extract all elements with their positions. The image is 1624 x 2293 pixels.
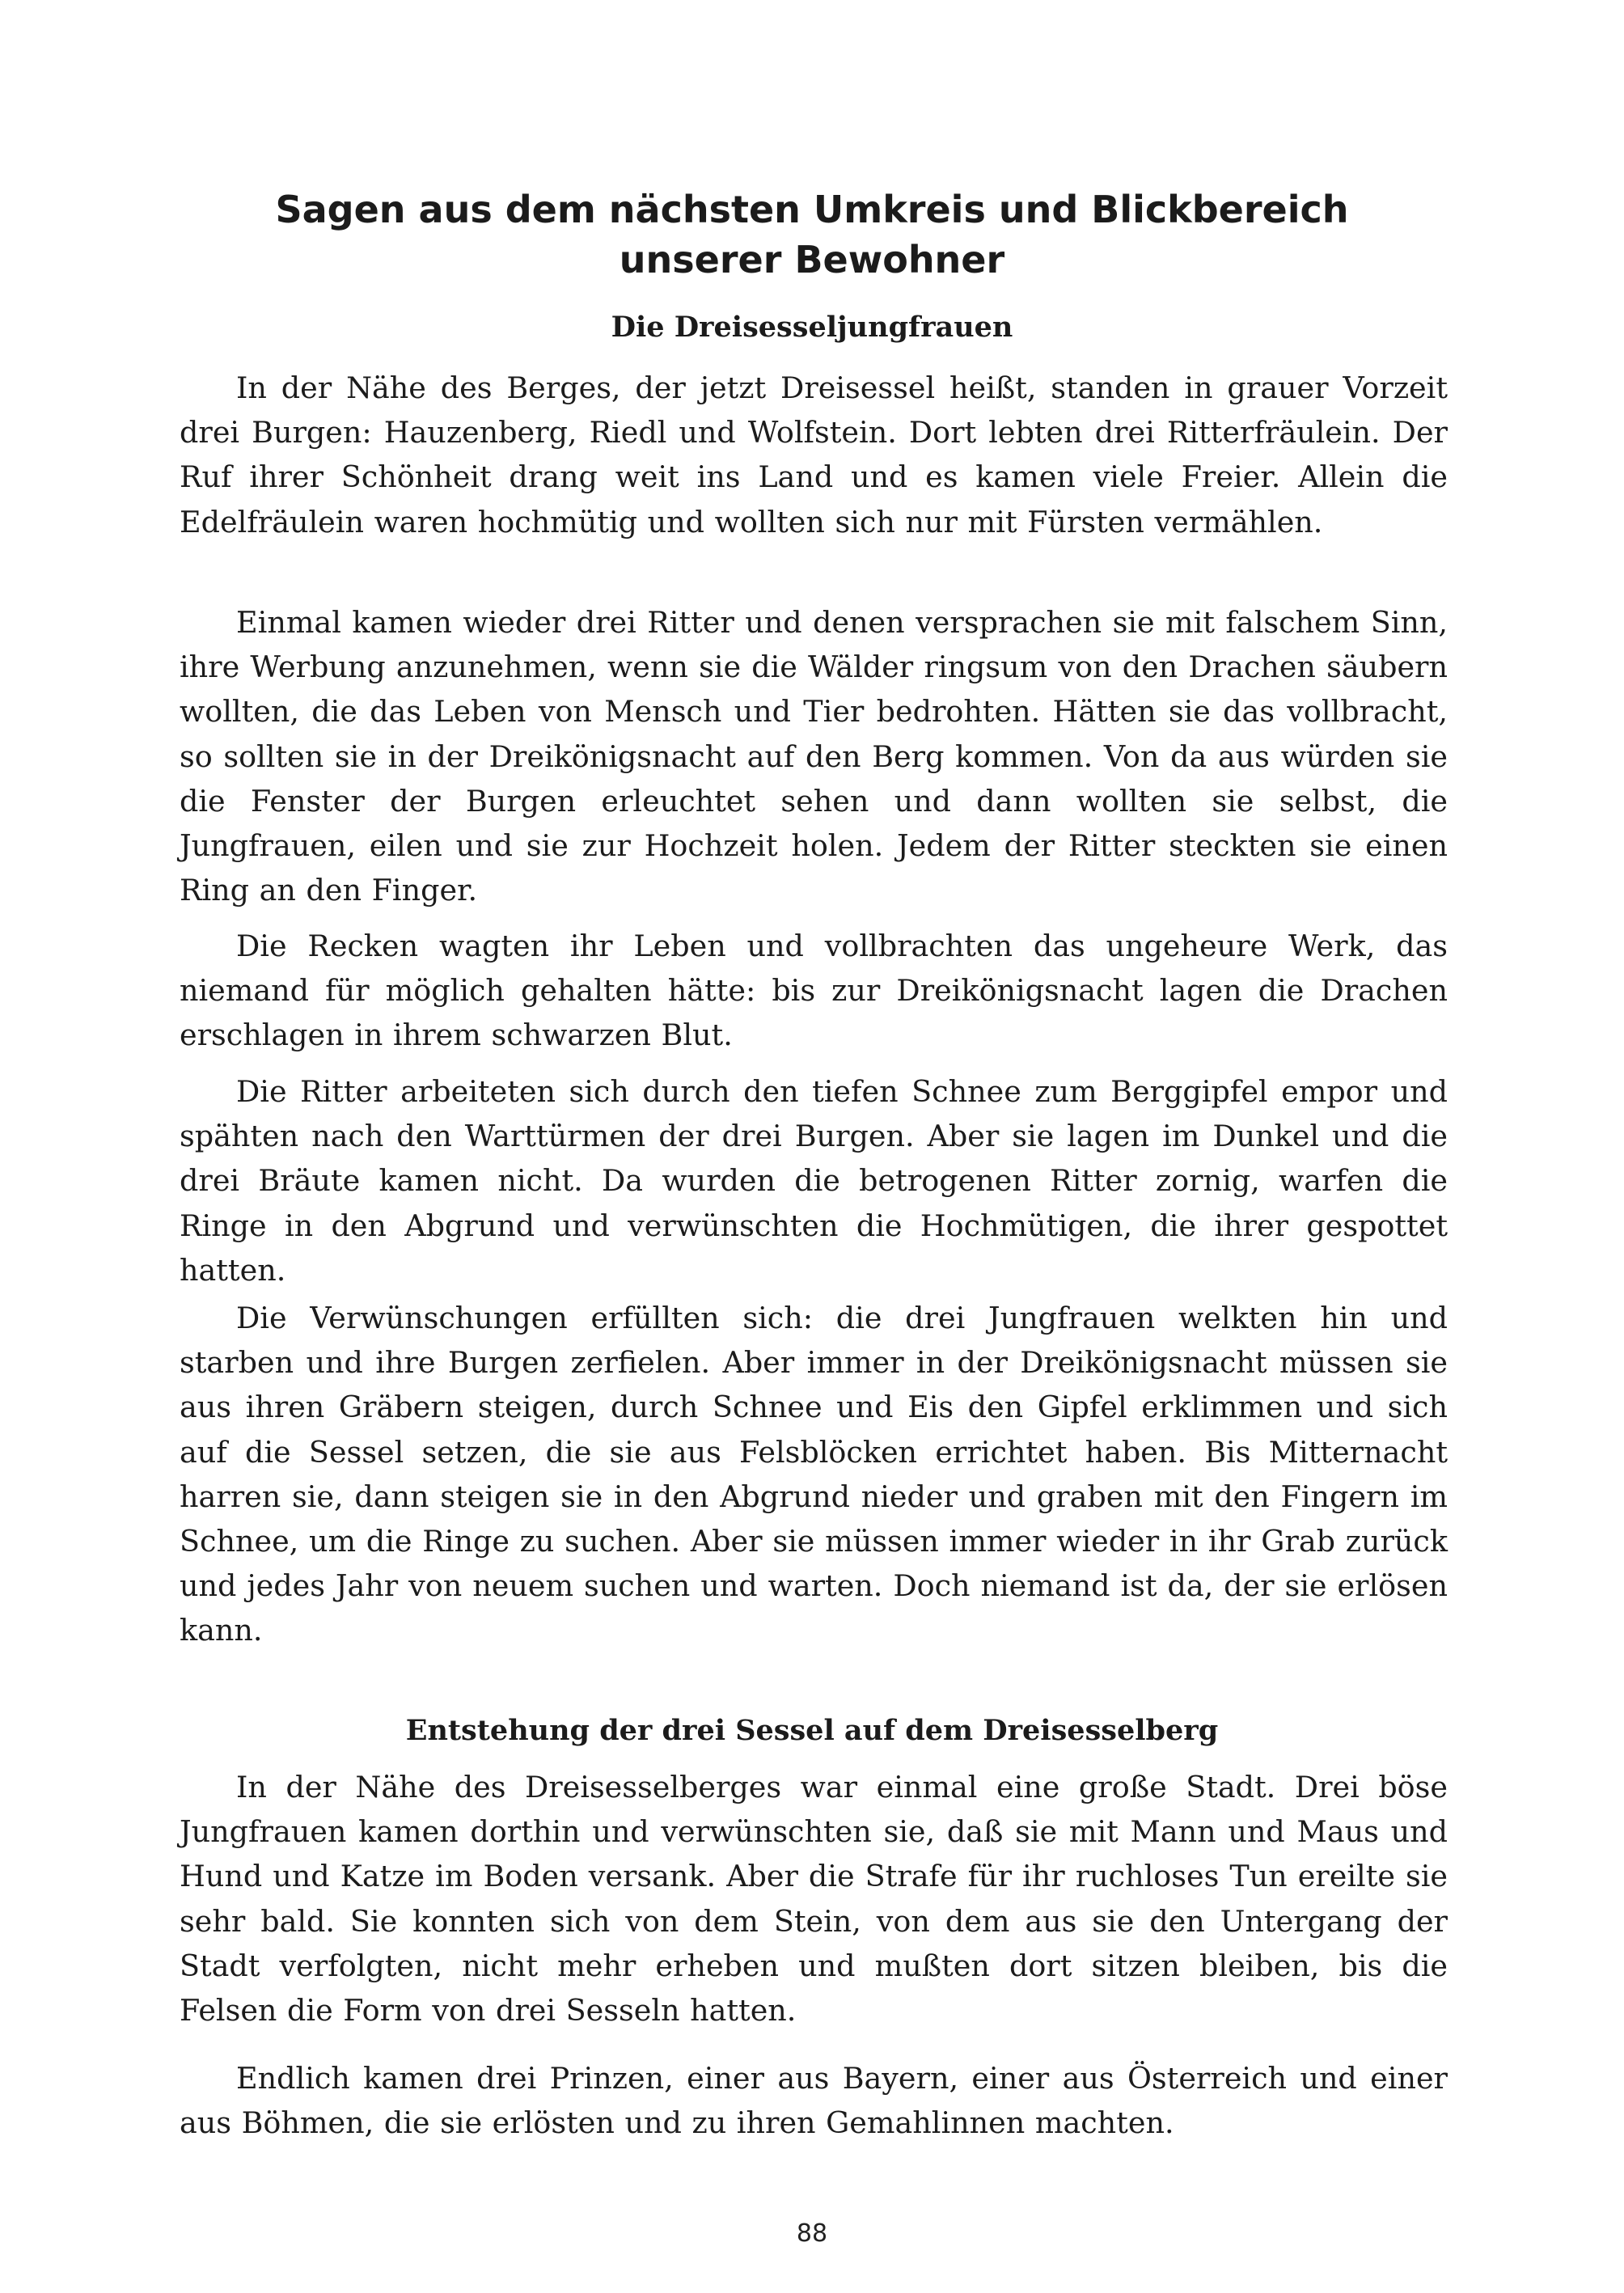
paragraph: Die Recken wagten ihr Leben und vollbrachten das ungeheure Werk, das niemand für möglich gehalten hätte: bis zur Dreikönigsnacht lagen die Drachen erschlagen in ihrem schwarzen Blut. (180, 929, 1448, 1053)
paragraph: Einmal kamen wieder drei Ritter und denen versprachen sie mit falschem Sinn, ihre Werbung anzunehmen, wenn sie die Wälder ringsum von den Drachen säubern wollten, die das Leben von Mensch und Tier bedrohten. Hätten sie das vollbracht, so sollten sie in der Dreikönigsnacht auf den Berg kommen. Von da aus würden sie die Fenster der Burgen erleuchtet sehen und dann wollten sie selbst, die Jungfrauen, eilen und sie zur Hochzeit holen. Jedem der Ritter steckten sie einen Ring an den Finger. (180, 605, 1448, 908)
paragraph: Die Verwünschungen erfüllten sich: die drei Jungfrauen welkten hin und starben und ihre Burgen zerfielen. Aber immer in der Dreikönigsnacht müssen sie aus ihren Gräbern steigen, durch Schnee und Eis den Gipfel erklimmen und sich auf die Sessel setzen, die sie aus Felsblöcken errichtet haben. Bis Mitternacht harren sie, dann steigen sie in den Abgrund nieder und graben mit den Fingern im Schnee, um die Ringe zu suchen. Aber sie müssen immer wieder in ihr Grab zurück und jedes Jahr von neuem suchen und warten. Doch niemand ist da, der sie erlösen kann. (180, 1301, 1448, 1648)
section-heading-dreisesseljungfrauen: Die Dreisesseljungfrauen (611, 311, 1013, 344)
paragraph: In der Nähe des Berges, der jetzt Dreisessel heißt, standen in grauer Vorzeit drei Burgen: Hauzenberg, Riedl und Wolfstein. Dort lebten drei Ritterfräulein. Der Ruf ihrer Schönheit drang weit ins Land und es kamen viele Freier. Allein die Edelfräulein waren hochmütig und wollten sich nur mit Fürsten vermählen. (180, 370, 1448, 539)
page-title-continued: unserer Bewohner (619, 238, 1005, 281)
page-number: 88 (796, 2219, 828, 2248)
paragraph: In der Nähe des Dreisesselberges war einmal eine große Stadt. Drei böse Jungfrauen kamen dorthin und verwünschten sie, daß sie mit Mann und Maus und Hund und Katze im Boden versank. Aber die Strafe für ihr ruchloses Tun ereilte sie sehr bald. Sie konnten sich von dem Stein, von dem aus sie den Untergang der Stadt verfolgten, nicht mehr erheben und mußten dort sitzen bleiben, bis die Felsen die Form von drei Sesseln hatten. (180, 1770, 1448, 2029)
paragraph: Endlich kamen drei Prinzen, einer aus Bayern, einer aus Österreich und einer aus Böhmen, die sie erlösten und zu ihren Gemahlinnen machten. (180, 2061, 1448, 2141)
section-heading-entstehung: Entstehung der drei Sessel auf dem Dreisesselberg (405, 1714, 1219, 1747)
page-title: Sagen aus dem nächsten Umkreis und Blickbereich (275, 188, 1349, 231)
paragraph: Die Ritter arbeiteten sich durch den tiefen Schnee zum Berggipfel empor und spähten nach den Warttürmen der drei Burgen. Aber sie lagen im Dunkel und die drei Bräute kamen nicht. Da wurden die betrogenen Ritter zornig, warfen die Ringe in den Abgrund und verwünschten die Hochmütigen, die ihrer gespottet hatten. (180, 1074, 1448, 1288)
